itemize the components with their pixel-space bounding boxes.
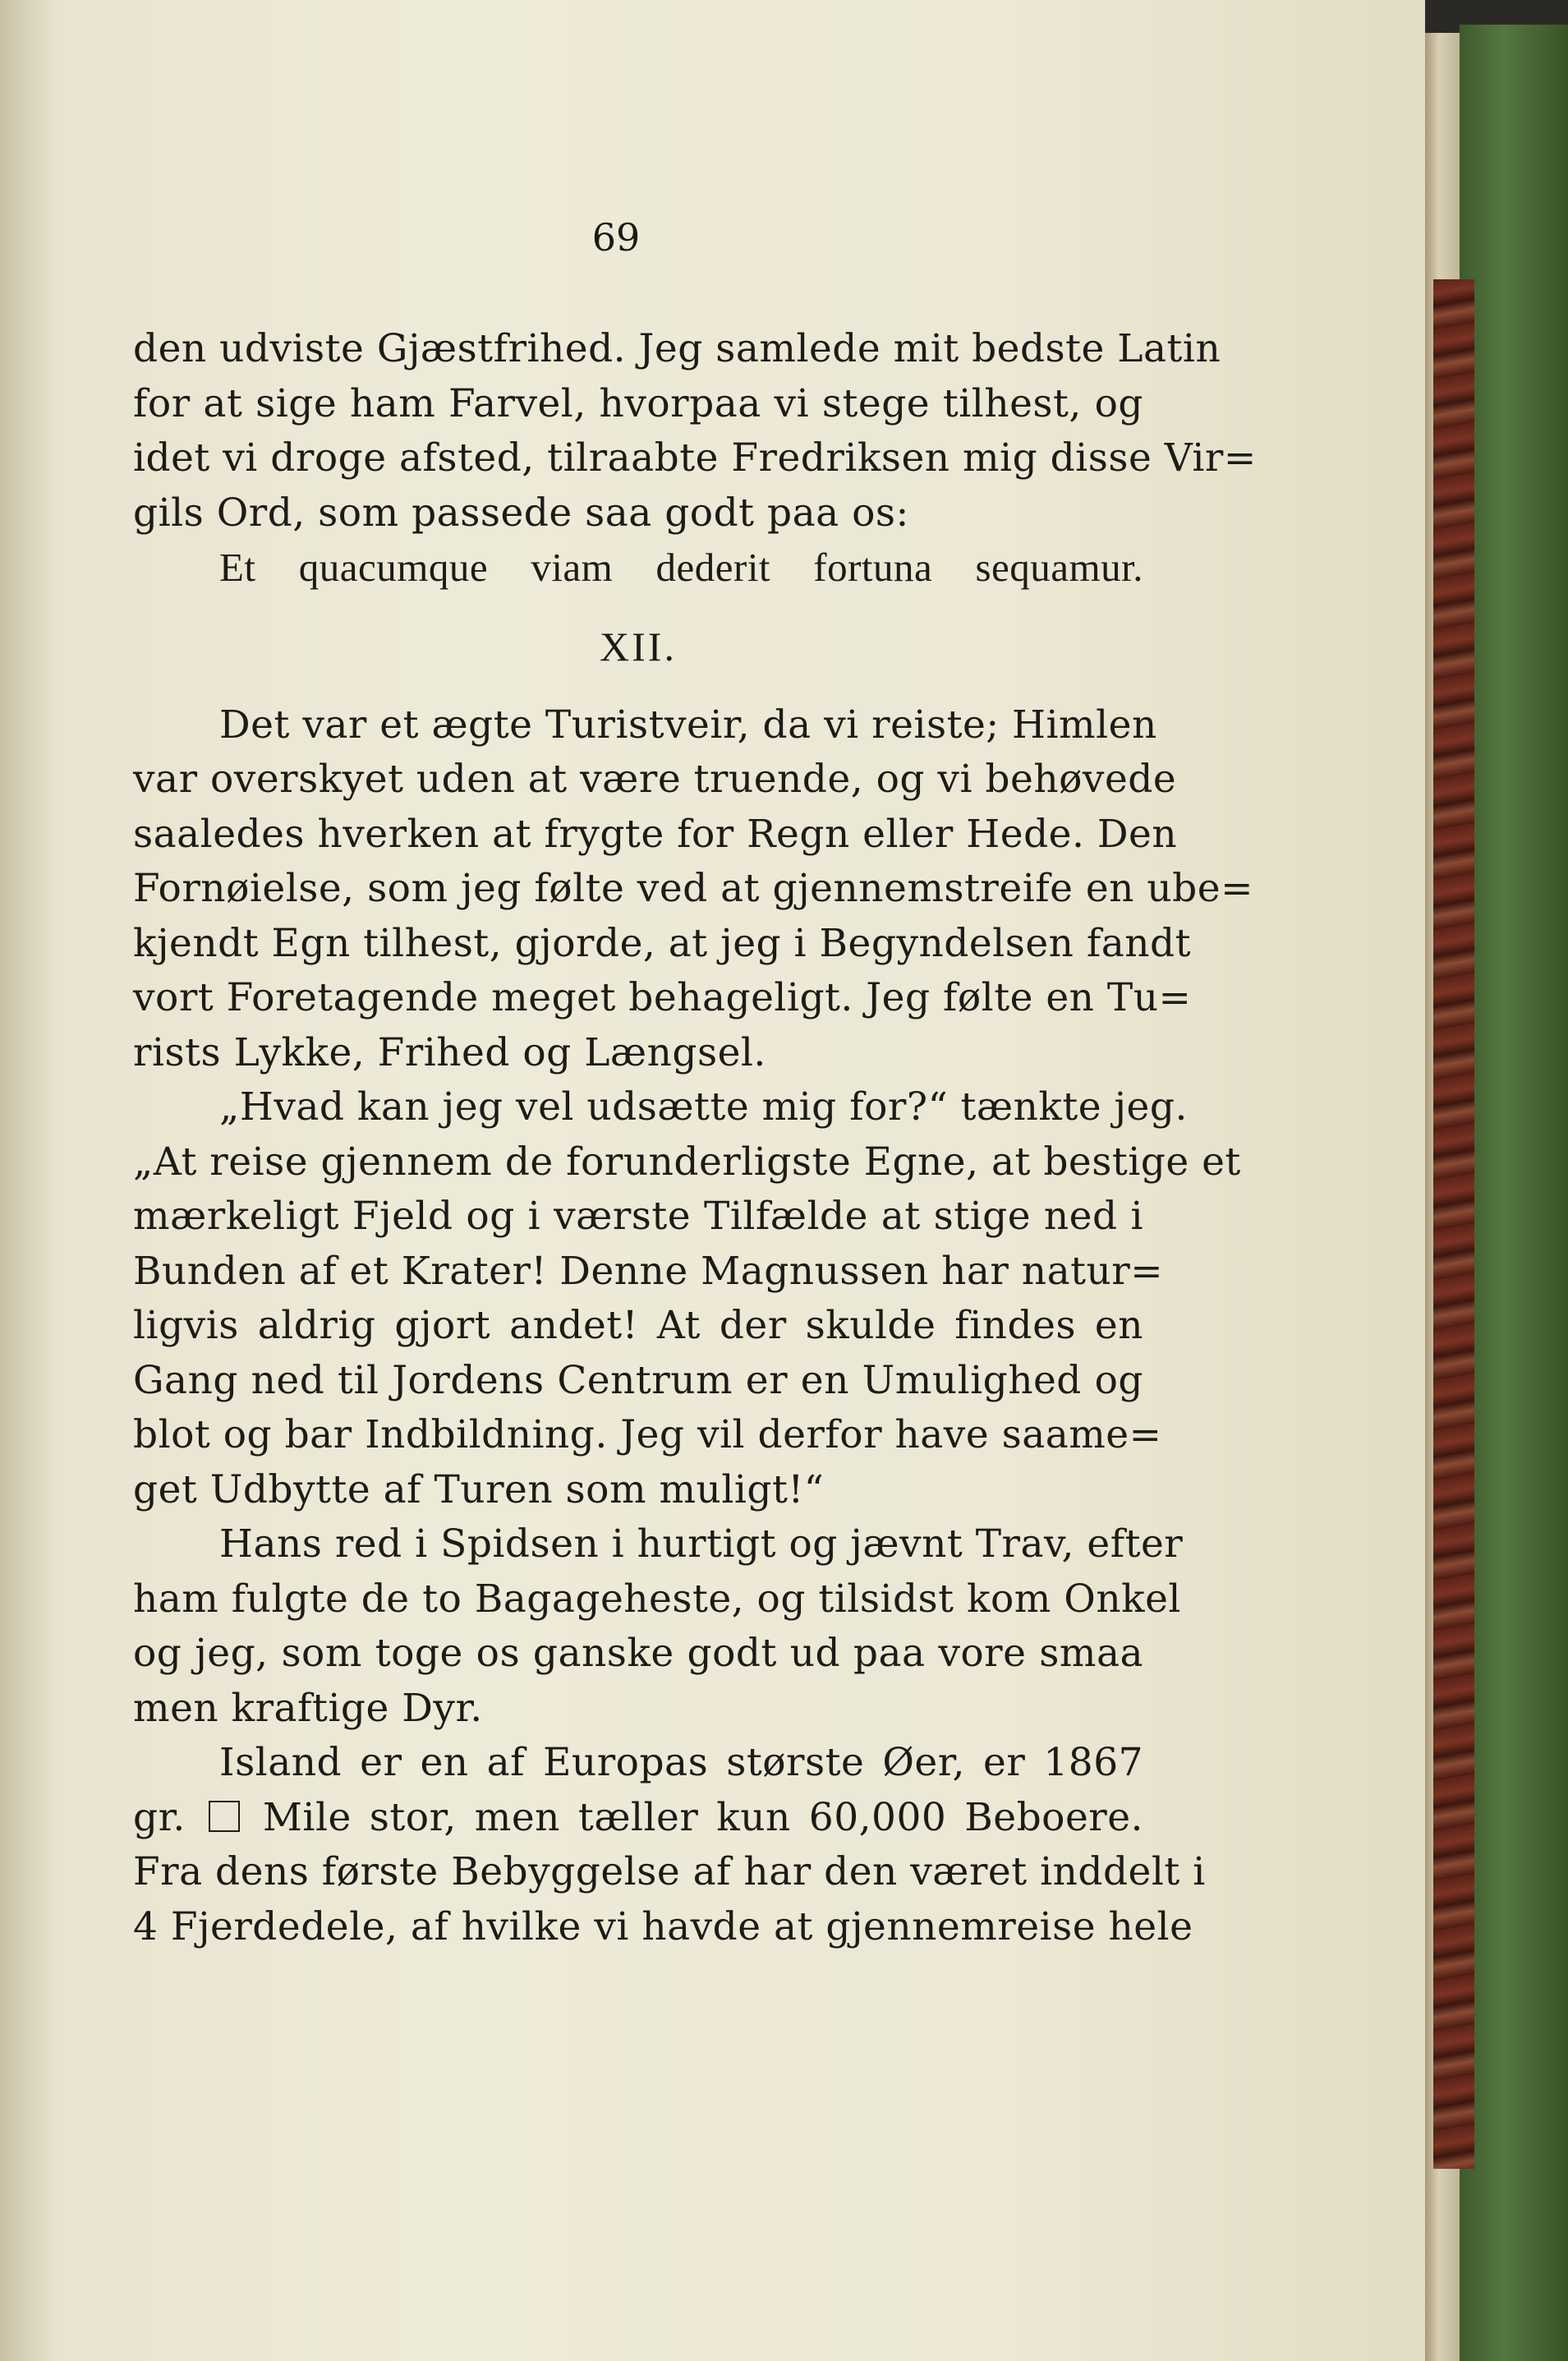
text-fragment: gr. [133,1794,186,1840]
paragraph-1 [133,322,1257,541]
text-line: kjendt Egn tilhest, gjorde, at jeg i Begyndelsen fandt [133,920,1192,966]
text-line: var overskyet uden at være truende, og vi behøvede [133,757,1177,802]
text-line: den udviste Gjæstfrihed. Jeg samlede mit bedste Latin [133,326,1221,371]
paragraph-4 [133,1517,1184,1736]
chapter-heading: XII. [600,623,677,670]
paragraph-3 [133,1080,1241,1517]
text-line: gils Ord, som passede saa godt paa os: [133,490,909,536]
text-line: blot og bar Indbildning. Jeg vil derfor have saame= [133,1412,1162,1457]
text-line: „Hvad kan jeg vel udsætte mig for?“ tænkte jeg. [219,1084,1188,1130]
text-line: idet vi droge afsted, tilraabte Fredriksen mig disse Vir= [133,435,1257,481]
text-line: „At reise gjennem de forunderligste Egne, at bestige et [133,1139,1241,1185]
text-line: 4 Fjerdedele, af hvilke vi havde at gjennemreise hele [133,1903,1193,1949]
text-line: ham fulgte de to Bagageheste, og tilsidst kom Onkel [133,1576,1181,1622]
latin-quote: Et quacumque viam dederit fortuna sequamur. [219,545,1143,590]
text-block [133,322,1257,1954]
text-line: mærkeligt Fjeld og i værste Tilfælde at stige ned i [133,1194,1143,1239]
paragraph-5 [133,1736,1206,1954]
text-line: Det var et ægte Turistveir, da vi reiste; Himlen [219,702,1157,748]
text-line: Hans red i Spidsen i hurtigt og jævnt Trav, efter [219,1521,1184,1567]
text-line: og jeg, som toge os ganske godt ud paa vore smaa [133,1631,1143,1676]
square-symbol [209,1801,240,1832]
text-line: men kraftige Dyr. [133,1685,483,1731]
text-line: Gang ned til Jordens Centrum er en Umulighed og [133,1357,1143,1403]
text-line: Fornøielse, som jeg følte ved at gjennemstreife en ube= [133,866,1253,911]
text-fragment: Mile stor, men tæller kun 60,000 Beboere. [262,1794,1143,1840]
text-line: for at sige ham Farvel, hvorpaa vi stege tilhest, og [133,380,1143,426]
cover-marbled-edge [1433,279,1474,2169]
text-line: Fra dens første Bebyggelse af har den været inddelt i [133,1849,1206,1894]
book-cover [1460,25,1568,2361]
page-number: 69 [591,215,641,260]
text-line: vort Foretagende meget behageligt. Jeg følte en Tu= [133,975,1192,1020]
paragraph-2 [133,698,1253,1081]
text-line: Bunden af et Krater! Denne Magnussen har natur= [133,1248,1164,1294]
text-line: saaledes hverken at frygte for Regn eller Hede. Den [133,811,1178,857]
text-line: Island er en af Europas største Øer, er 1867 [219,1740,1143,1785]
text-line: ligvis aldrig gjort andet! At der skulde findes en [133,1303,1143,1348]
text-line: rists Lykke, Frihed og Længsel. [133,1029,766,1075]
text-line [133,1791,1143,1846]
text-line: get Udbytte af Turen som muligt!“ [133,1466,825,1512]
